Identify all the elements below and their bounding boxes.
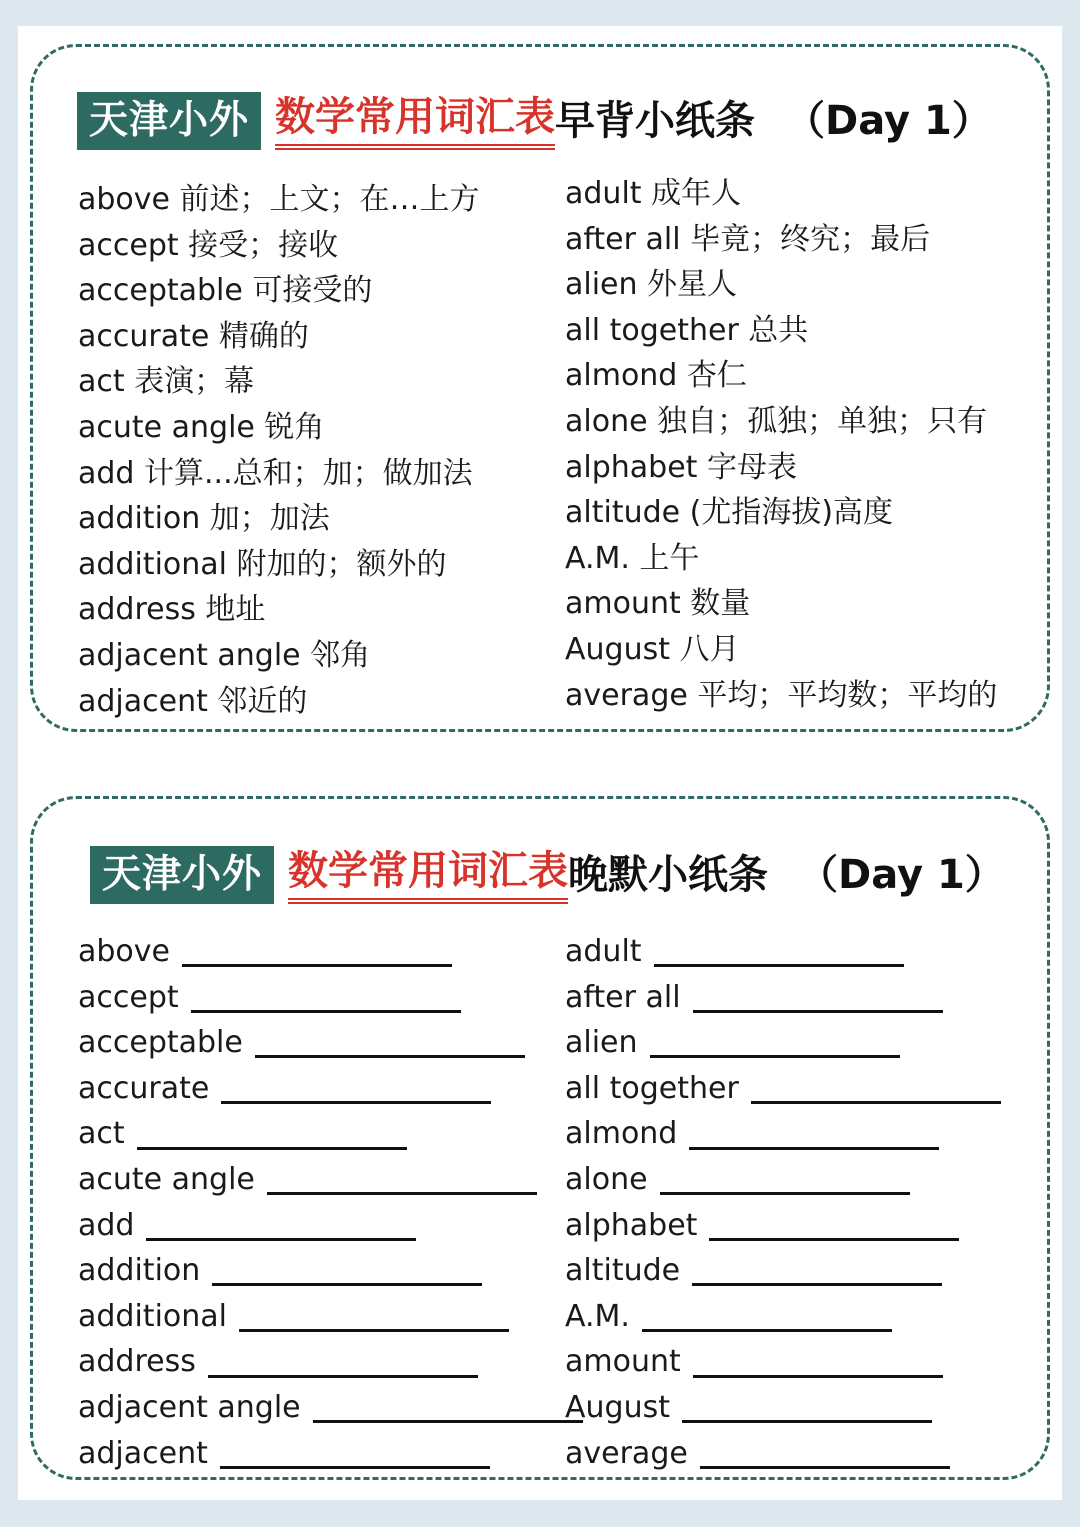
dictation-row bbox=[78, 1385, 583, 1431]
vocab-entry: A.M. 上午 bbox=[565, 540, 700, 576]
vocab-entry: altitude (尤指海拔)高度 bbox=[565, 495, 894, 531]
answer-blank[interactable] bbox=[660, 1192, 910, 1195]
morning-title bbox=[77, 92, 992, 150]
brand-badge: 天津小外 bbox=[77, 92, 261, 150]
answer-blank[interactable] bbox=[220, 1466, 490, 1469]
answer-blank[interactable] bbox=[208, 1375, 478, 1378]
answer-blank[interactable] bbox=[239, 1329, 509, 1332]
vocab-entry: alien 外星人 bbox=[565, 267, 738, 303]
dictation-word: act bbox=[78, 1116, 125, 1152]
dictation-word: acceptable bbox=[78, 1025, 243, 1061]
answer-blank[interactable] bbox=[709, 1238, 959, 1241]
vocab-entry: addition 加；加法 bbox=[78, 501, 330, 537]
subject-title: 数学常用词汇表 bbox=[288, 846, 568, 904]
dictation-word: alphabet bbox=[565, 1207, 698, 1243]
answer-blank[interactable] bbox=[693, 1375, 943, 1378]
answer-blank[interactable] bbox=[693, 1010, 943, 1013]
subject-title: 数学常用词汇表 bbox=[275, 92, 555, 150]
answer-blank[interactable] bbox=[182, 964, 452, 967]
answer-blank[interactable] bbox=[146, 1238, 416, 1241]
dictation-row bbox=[78, 975, 583, 1021]
answer-blank[interactable] bbox=[682, 1420, 932, 1423]
dictation-row bbox=[565, 1111, 1001, 1157]
dictation-row bbox=[565, 1203, 1001, 1249]
dictation-word: accurate bbox=[78, 1070, 210, 1106]
vocab-entry: additional 附加的；额外的 bbox=[78, 546, 447, 582]
morning-left-list bbox=[78, 177, 480, 724]
dictation-row bbox=[78, 1294, 583, 1340]
dictation-row bbox=[565, 1294, 1001, 1340]
answer-blank[interactable] bbox=[692, 1283, 942, 1286]
note-title: 晚默小纸条 bbox=[568, 852, 769, 898]
answer-blank[interactable] bbox=[191, 1010, 461, 1013]
dictation-row bbox=[565, 1248, 1001, 1294]
dictation-row bbox=[78, 1111, 583, 1157]
dictation-row bbox=[565, 975, 1001, 1021]
answer-blank[interactable] bbox=[137, 1147, 407, 1150]
vocab-entry: address 地址 bbox=[78, 592, 266, 628]
dictation-word: add bbox=[78, 1207, 135, 1243]
dictation-word: adult bbox=[565, 934, 642, 969]
answer-blank[interactable] bbox=[212, 1283, 482, 1286]
vocab-entry: alphabet 字母表 bbox=[565, 449, 797, 485]
evening-left-list bbox=[78, 929, 583, 1476]
morning-right-list bbox=[565, 171, 997, 718]
dictation-row bbox=[78, 929, 583, 975]
vocab-entry: adjacent angle 邻角 bbox=[78, 637, 371, 673]
vocab-entry: amount 数量 bbox=[565, 586, 751, 622]
dictation-word: accept bbox=[78, 979, 179, 1015]
day-label: （Day 1） bbox=[798, 852, 1005, 898]
note-title: 早背小纸条 bbox=[555, 98, 756, 144]
dictation-row bbox=[565, 1157, 1001, 1203]
vocab-entry: all together 总共 bbox=[565, 312, 809, 348]
dictation-row bbox=[78, 1157, 583, 1203]
dictation-word: almond bbox=[565, 1116, 678, 1152]
vocab-entry: adult 成年人 bbox=[565, 176, 742, 211]
dictation-row bbox=[78, 1339, 583, 1385]
dictation-row bbox=[565, 929, 1001, 975]
dictation-word: addition bbox=[78, 1253, 201, 1289]
vocab-entry: above 前述；上文；在…上方 bbox=[78, 182, 480, 217]
dictation-row bbox=[565, 1431, 1001, 1477]
dictation-row bbox=[78, 1020, 583, 1066]
evening-right-list bbox=[565, 929, 1001, 1476]
vocab-entry: accept 接受；接收 bbox=[78, 227, 339, 263]
vocab-entry: acute angle 锐角 bbox=[78, 409, 325, 445]
dictation-word: amount bbox=[565, 1344, 681, 1380]
day-label: （Day 1） bbox=[785, 98, 992, 144]
dictation-row bbox=[78, 1431, 583, 1477]
brand-badge: 天津小外 bbox=[90, 846, 274, 904]
dictation-word: additional bbox=[78, 1298, 227, 1334]
vocab-entry: acceptable 可接受的 bbox=[78, 273, 373, 309]
dictation-row bbox=[565, 1020, 1001, 1066]
dictation-row bbox=[78, 1248, 583, 1294]
vocab-entry: add 计算...总和；加；做加法 bbox=[78, 455, 473, 491]
answer-blank[interactable] bbox=[255, 1055, 525, 1058]
dictation-word: alien bbox=[565, 1025, 638, 1061]
dictation-word: all together bbox=[565, 1070, 739, 1106]
dictation-row bbox=[565, 1339, 1001, 1385]
answer-blank[interactable] bbox=[700, 1466, 950, 1469]
dictation-word: address bbox=[78, 1344, 196, 1380]
dictation-word: August bbox=[565, 1389, 670, 1425]
answer-blank[interactable] bbox=[650, 1055, 900, 1058]
vocab-entry: average 平均；平均数；平均的 bbox=[565, 677, 998, 713]
answer-blank[interactable] bbox=[267, 1192, 537, 1195]
evening-title bbox=[90, 846, 1005, 904]
vocab-entry: almond 杏仁 bbox=[565, 358, 747, 394]
dictation-word: alone bbox=[565, 1161, 648, 1197]
answer-blank[interactable] bbox=[751, 1101, 1001, 1104]
vocab-entry: after all 毕竟；终究；最后 bbox=[565, 221, 931, 257]
dictation-row bbox=[565, 1385, 1001, 1431]
vocab-entry: act 表演；幕 bbox=[78, 364, 255, 400]
vocab-entry: alone 独自；孤独；单独；只有 bbox=[565, 403, 988, 439]
vocab-entry: adjacent 邻近的 bbox=[78, 683, 308, 719]
dictation-word: adjacent bbox=[78, 1435, 208, 1471]
dictation-word: acute angle bbox=[78, 1161, 255, 1197]
dictation-word: above bbox=[78, 934, 170, 969]
answer-blank[interactable] bbox=[689, 1147, 939, 1150]
dictation-word: adjacent angle bbox=[78, 1389, 301, 1425]
answer-blank[interactable] bbox=[642, 1329, 892, 1332]
answer-blank[interactable] bbox=[313, 1420, 583, 1423]
answer-blank[interactable] bbox=[654, 964, 904, 967]
answer-blank[interactable] bbox=[221, 1101, 491, 1104]
dictation-word: average bbox=[565, 1435, 688, 1471]
dictation-word: altitude bbox=[565, 1253, 681, 1289]
dictation-word: after all bbox=[565, 979, 681, 1015]
vocab-entry: accurate 精确的 bbox=[78, 318, 309, 354]
dictation-row bbox=[78, 1066, 583, 1112]
dictation-row bbox=[78, 1203, 583, 1249]
dictation-row bbox=[565, 1066, 1001, 1112]
dictation-word: A.M. bbox=[565, 1298, 630, 1334]
vocab-entry: August 八月 bbox=[565, 631, 740, 667]
